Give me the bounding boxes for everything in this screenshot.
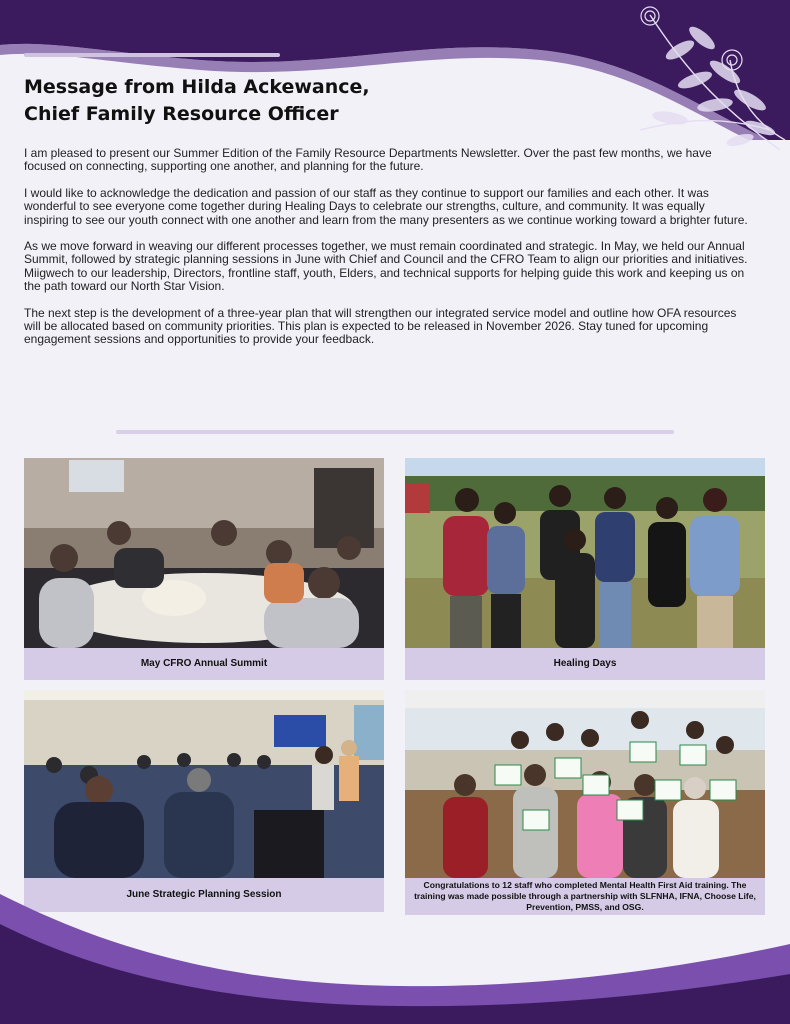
paragraph-1: I am pleased to present our Summer Edition of the Family Resource Departments Newsletter. Over the past few months, we have focused on connecting, supporting one another, and planning for the future. (24, 146, 712, 174)
caption-healing-days: Healing Days (405, 648, 765, 680)
caption-certificates: Congratulations to 12 staff who completed Mental Health First Aid training. The training was made possible through a partnership with SLFNHA, IFNA, Choose Life, Prevention, PMSS, and OSG. (405, 878, 765, 915)
middle-divider (116, 430, 674, 434)
planning-session-photo (24, 690, 384, 878)
page-title (24, 74, 444, 128)
footer-wave-background (0, 894, 790, 1024)
photo-card-summit (24, 458, 384, 680)
title-line-2: Chief Family Resource Officer (24, 103, 339, 125)
photo-card-certificates (405, 690, 765, 915)
photo-card-healing-days (405, 458, 765, 680)
message-body (24, 147, 752, 360)
title-line-1: Message from Hilda Ackewance, (24, 76, 370, 98)
certificate-group-photo (405, 690, 765, 878)
top-divider (24, 53, 280, 57)
paragraph-2: I would like to acknowledge the dedication and passion of our staff as they continue to support our families and each other. It was wonderful to see everyone come together during Healing Days to celebrate our strengths, culture, and community. It was equally inspiring to see our youth connect with one another and learn from the many presenters as we continue working toward a brighter future. (24, 185, 748, 227)
youth-group-photo (405, 458, 765, 648)
caption-summit: May CFRO Annual Summit (24, 648, 384, 680)
paragraph-4: The next step is the development of a three-year plan that will strengthen our integrated service model and outline how OFA resources will be allocated based on community priorities. This plan is expected to be released in November 2026. Stay tuned for upcoming engagement sessions and opportunities to provide your feedback. (24, 305, 737, 347)
photo-card-planning (24, 690, 384, 912)
summit-photo (24, 458, 384, 648)
paragraph-3: As we move forward in weaving our different processes together, we must remain coordinated and strategic. In May, we held our Annual Summit, followed by strategic planning sessions in June with Chief and Council and the CFRO Team to align our priorities and initiatives. Miigwech to our leadership, Directors, frontline staff, youth, Elders, and technical supports for helping guide this work and keeping us on the path toward our North Star Vision. (24, 239, 748, 294)
caption-planning: June Strategic Planning Session (24, 878, 384, 912)
